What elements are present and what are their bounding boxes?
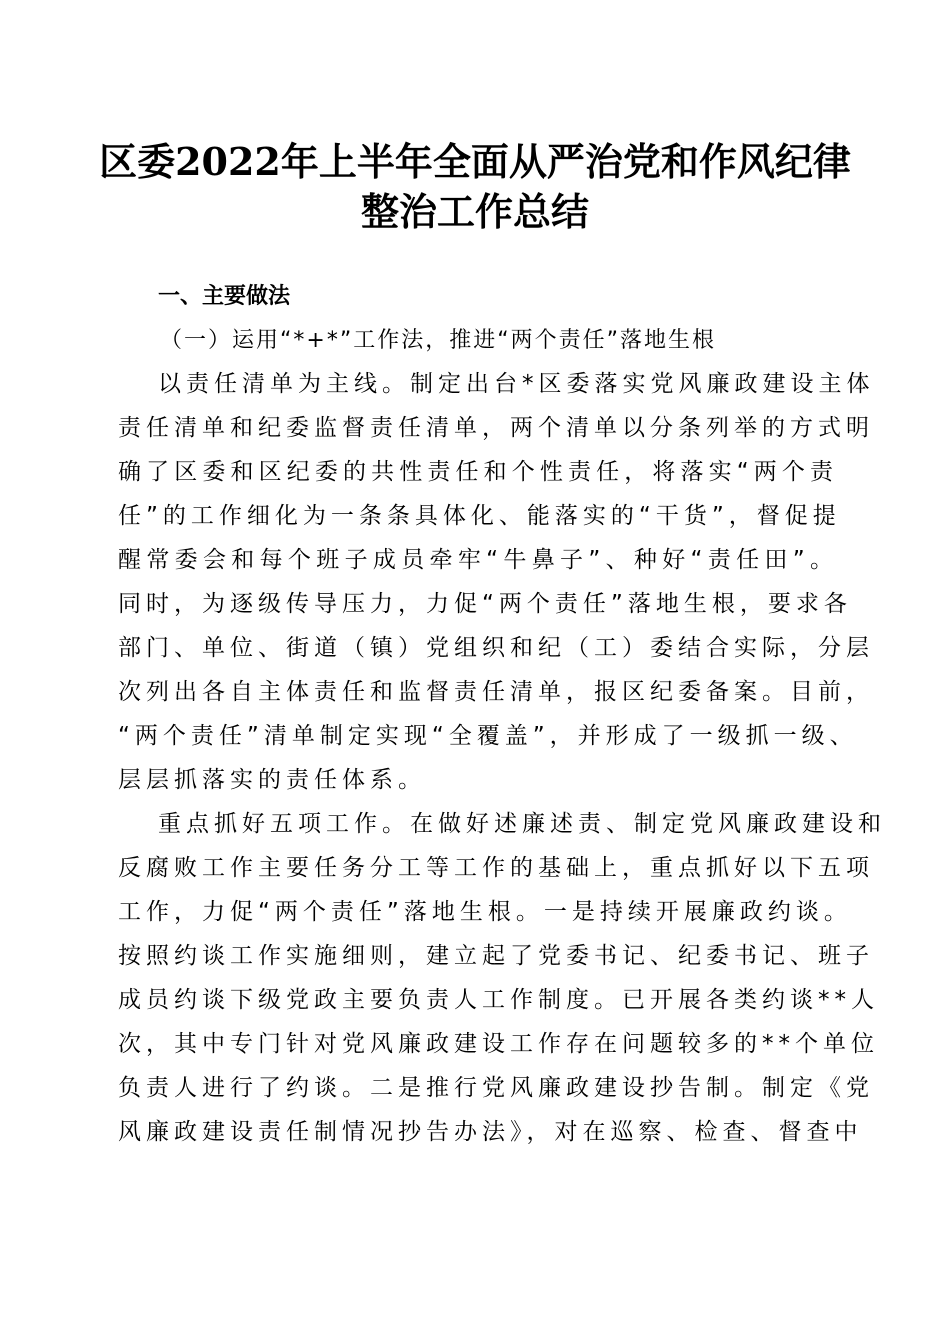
paragraph-line: 次列出各自主体责任和监督责任清单，报区纪委备案。目前， [118,679,874,705]
paragraph-line: 重点抓好五项工作。在做好述廉述责、制定党风廉政建设和 [158,811,886,837]
paragraph-line: 负责人进行了约谈。二是推行党风廉政建设抄告制。制定《党 [118,1075,874,1101]
subsection-heading: （一）运用“*+*”工作法，推进“两个责任”落地生根 [160,328,717,353]
paragraph-line: “两个责任”清单制定实现“全覆盖”，并形成了一级抓一级、 [118,723,858,749]
paragraph-line: 责任清单和纪委监督责任清单，两个清单以分条列举的方式明 [118,415,874,441]
paragraph-line: 风廉政建设责任制情况抄告办法》，对在巡察、检查、督查中 [118,1119,863,1145]
paragraph-line: 部门、单位、街道（镇）党组织和纪（工）委结合实际，分层 [118,635,874,661]
paragraph-line: 层层抓落实的责任体系。 [118,767,426,793]
paragraph-line: 工作，力促“两个责任”落地生根。一是持续开展廉政约谈。 [118,899,852,925]
paragraph-line: 成员约谈下级党政主要负责人工作制度。已开展各类约谈**人 [118,987,879,1013]
section-heading: 一、主要做法 [158,284,291,309]
paragraph-line: 次，其中专门针对党风廉政建设工作存在问题较多的**个单位 [118,1031,879,1057]
document-title-line-2: 整治工作总结 [360,189,589,234]
paragraph-line: 同时，为逐级传导压力，力促“两个责任”落地生根，要求各 [118,591,852,617]
paragraph-line: 醒常委会和每个班子成员牵牢“牛鼻子”、种好“责任田”。 [118,547,838,573]
paragraph-line: 任”的工作细化为一条条具体化、能落实的“干货”，督促提 [118,503,841,529]
document-title-line-1: 区委2022年上半年全面从严治党和作风纪律 [99,139,851,184]
paragraph-line: 反腐败工作主要任务分工等工作的基础上，重点抓好以下五项 [118,855,874,881]
paragraph-line: 按照约谈工作实施细则，建立起了党委书记、纪委书记、班子 [118,943,874,969]
paragraph-line: 确了区委和区纪委的共性责任和个性责任，将落实“两个责 [118,459,838,485]
paragraph-line: 以责任清单为主线。制定出台*区委落实党风廉政建设主体 [158,371,875,397]
